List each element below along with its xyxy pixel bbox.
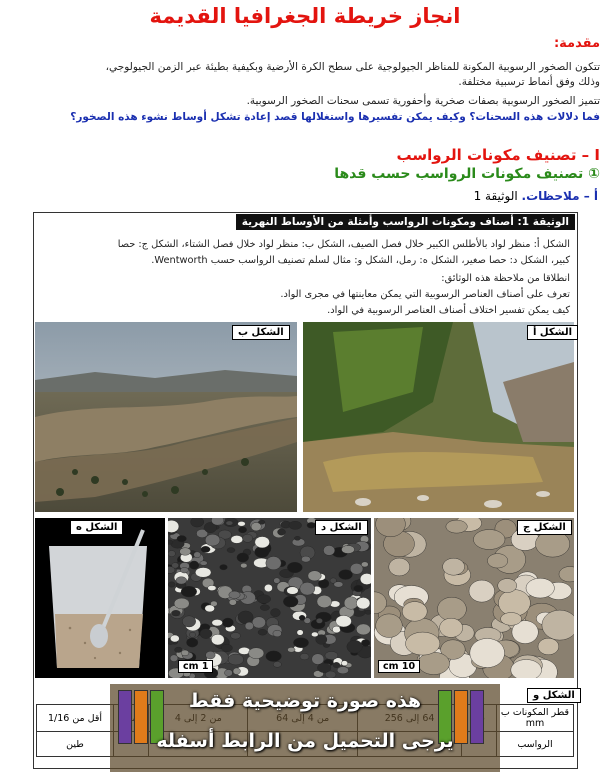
figure-a-photo — [303, 322, 574, 512]
table-cell: أقل من 1/16 — [37, 705, 114, 732]
document-question-1: تعرف على أصناف العناصر الرسوبية التي يمكن معاينتها في مجرى الواد. — [280, 289, 570, 300]
section-heading-1-1-a — [474, 189, 598, 203]
watermark-line-2: يرجى التحميل من الرابط أسفله — [156, 730, 454, 752]
observations-label: أ – ملاحظات. — [521, 189, 598, 203]
section-heading-1-1: ① تصنيف مكونات الرواسب حسب قدها — [334, 166, 600, 182]
table-cell: طين — [37, 732, 114, 757]
document-instruction: انطلاقا من ملاحظة هذه الوثائق: — [441, 273, 570, 284]
figure-c-photo — [374, 518, 574, 678]
figure-d-scale: 1 cm — [178, 660, 213, 673]
document-question-2: كيف يمكن تفسير اختلاف أصناف العناصر الرسوبية في الواد. — [327, 305, 570, 316]
intro-paragraph-3: تتميز الصخور الرسوبية بصفات صخرية وأحفورية تسمى سحنات الصخور الرسوبية. — [246, 95, 600, 107]
document-heading: الوثيقة 1: أصناف ومكونات الرواسب وأمثلة من الأوساط النهرية — [236, 214, 575, 230]
table-header-cell: قطر المكونات ب mm — [497, 705, 574, 732]
figure-b-photo — [35, 322, 297, 512]
figure-e-photo — [35, 518, 165, 678]
intro-question: فما دلالات هذه السحنات؟ وكيف يمكن تفسيرها واستغلالها قصد إعادة تشكل أوساط نشوء هذه الصخور؟ — [70, 111, 600, 123]
document-ref: الوثيقة 1 — [473, 189, 518, 203]
figure-d-photo — [168, 518, 371, 678]
page-title: انجاز خريطة الجغرافيا القديمة — [149, 4, 461, 28]
figure-e-label: الشكل ه — [70, 520, 123, 535]
document-caption-1: الشكل أ: منظر لواد بالأطلس الكبير خلال فصل الصيف، الشكل ب: منظر لواد خلال فصل الشتاء، الشكل ج: حصا — [117, 239, 570, 250]
figure-a-label: الشكل أ — [527, 325, 578, 340]
intro-heading: مقدمة: — [553, 36, 600, 51]
table-header-cell: الرواسب — [497, 732, 574, 757]
document-caption-2: كبير، الشكل د: حصا صغير، الشكل ه: رمل، الشكل و: مثال لسلم تصنيف الرواسب حسب Wentworth. — [151, 255, 570, 266]
figure-f-label: الشكل و — [527, 688, 581, 703]
figure-d-label: الشكل د — [315, 520, 368, 535]
figure-c-scale: 10 cm — [378, 660, 420, 673]
figure-c-label: الشكل ج — [517, 520, 572, 535]
figure-b-label: الشكل ب — [232, 325, 290, 340]
intro-paragraph-2: وذلك وفق أنماط ترسبية مختلفة. — [458, 76, 600, 88]
section-heading-1: I – تصنيف مكونات الرواسب — [396, 146, 600, 164]
watermark-line-1: هذه صورة توضيحية فقط — [188, 690, 422, 712]
intro-paragraph-1: تتكون الصخور الرسوبية المكونة للمناظر الجيولوجية على سطح الكرة الأرضية وبكيفية بطيئة عبر الزمن الجيولوجي، — [105, 61, 600, 73]
